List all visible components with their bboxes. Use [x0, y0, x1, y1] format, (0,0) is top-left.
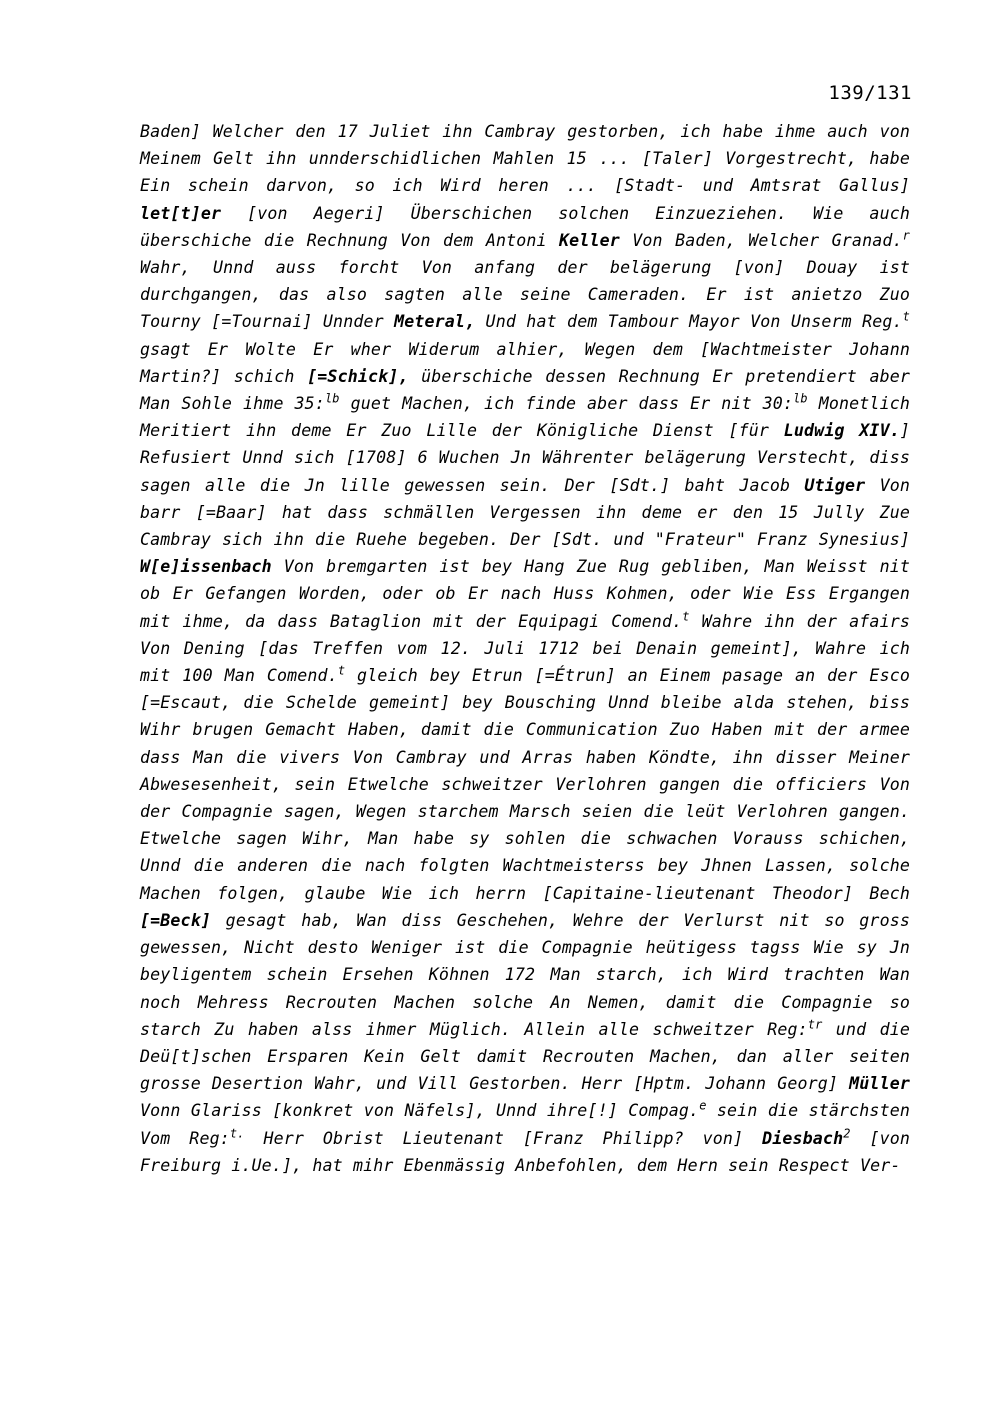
page-number: 139/131 — [828, 82, 912, 104]
transcription-body: Baden] Welcher den 17 Juliet ihn Cambray gestorben, ich habe ihme auch von Meinem Gelt ihn unnderschidlichen Mahlen 15 ... [Taler] Vorgestrecht, habe Ein schein darvon, so ich Wird heren ... [Stadt- und Amtsrat Gallus] let[t]er [von Aegeri] Überschichen solchen Einzueziehen. Wie auch überschiche die Rechnung Von dem Antoni Keller Von Baden, Welcher Granad.$^r$ Wahr, Unnd auss forcht Von anfang der belägerung [von] Douay ist durchgangen, das also sagten alle seine Cameraden. Er ist anietzo Zuo Tourny [=Tournai] Unnder Meteral, Und hat dem Tambour Mayor Von Unserm Reg.$^t$ gsagt Er Wolte Er wher Widerum alhier, Wegen dem [Wachtmeister Johann Martin?] schich [=Schick], überschiche dessen Rechnung Er pretendiert aber Man Sohle ihme 35:$^{lb}$ guet Machen, ich finde aber dass Er nit 30:$^{lb}$ Monetlich Meritiert ihn deme Er Zuo Lille der Königliche Dienst [für Ludwig XIV.] Refusiert Unnd sich [1708] 6 Wuchen Jn Währenter belägerung Verstecht, diss sagen alle die Jn lille gewessen sein. Der [Sdt.] baht Jacob Utiger Von barr [=Baar] hat dass schmällen Vergessen ihn deme er den 15 Jully Zue Cambray sich ihn die Ruehe begeben. Der [Sdt. und "Frateur" Franz Synesius] W[e]issenbach Von bremgarten ist bey Hang Zue Rug gebliben, Man Weisst nit ob Er Gefangen Worden, oder ob Er nach Huss Kohmen, oder Wie Ess Ergangen mit ihme, da dass Bataglion mit der Equipagi Comend.$^t$ Wahre ihn der afairs Von Dening [das Treffen vom 12. Juli 1712 bei Denain gemeint], Wahre ich mit 100 Man Comend.$^t$ gleich bey Etrun [=Étrun] an Einem pasage an der Esco [=Escaut, die Schelde gemeint] bey Bousching Unnd bleibe alda stehen, biss Wihr brugen Gemacht Haben, damit die Communication Zuo Haben mit der armee dass Man die vivers Von Cambray und Arras haben Köndte, ihn disser Meiner Abwesesenheit, sein Etwelche schweitzer Verlohren gangen die officiers Von der Compagnie sagen, Wegen starchem Marsch seien die leüt Verlohren gangen. Etwelche sagen Wihr, Man habe sy sohlen die schwachen Vorauss schichen, Unnd die anderen die nach folgten Wachtmeisterss bey Jhnen Lassen, solche Machen folgen, glaube Wie ich herrn [Capitaine-lieutenant Theodor] Bech [=Beck] gesagt hab, Wan diss Geschehen, Wehre der Verlurst nit so gross gewessen, Nicht desto Weniger ist die Compagnie heütigess tagss Wie sy Jn beyligentem schein Ersehen Köhnen 172 Man starch, ich Wird trachten Wan noch Mehress Recrouten Machen solche An Nemen, damit die Compagnie so starch Zu haben alss ihmer Müglich. Allein alle schweitzer Reg:$^{tr}$ und die Deü[t]schen Ersparen Kein Gelt damit Recrouten Machen, dan aller seiten grosse Desertion Wahr, und Vill Gestorben. Herr [Hptm. Johann Georg] Müller Vonn Glariss [konkret von Näfels], Unnd ihre[!] Compag.$^e$ sein die stärchsten Vom Reg:$^{t.}$ Herr Obrist Lieutenant [Franz Philipp? von] Diesbach$^2$ [von Freiburg i.Ue.], hat mihr Ebenmässig Anbefohlen, dem Hern sein Respect Ver- — [140, 122, 911, 1175]
